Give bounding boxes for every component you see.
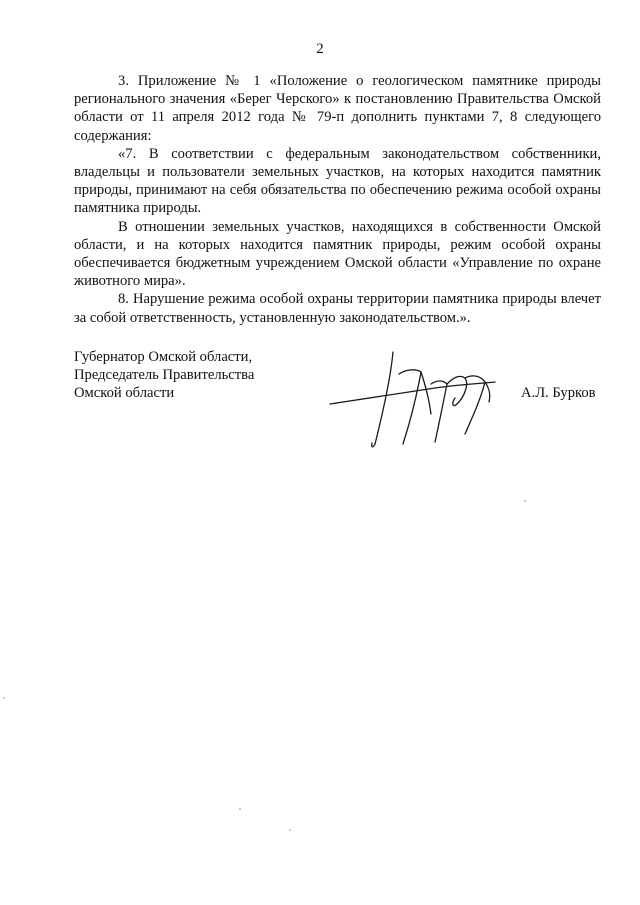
paragraph-amendment: 3. Приложение № 1 «Положение о геологическом памятнике природы регионального значения «Берег Черского» к постановлению Правительства Омской области от 11 апреля 2012 года № 79-п дополнить пунктами 7, 8 следующего содержания:	[74, 73, 601, 144]
signatory-title-line-1: Губернатор Омской области,	[74, 349, 253, 365]
page-number: 2	[316, 41, 324, 57]
signatory-title-line-3: Омской области	[74, 385, 175, 402]
scan-speck	[524, 500, 526, 502]
signatory-title	[74, 348, 254, 403]
paragraph-item-8: 8. Нарушение режима особой охраны территории памятника природы влечет за собой ответственность, установленную законодательством.».	[74, 291, 601, 326]
paragraph-item-7: «7. В соответствии с федеральным законодательством собственники, владельцы и пользователи земельных участков, на которых находится памятник природы, принимают на себя обязательства по обеспечению режима особой охраны памятника природы.	[74, 145, 601, 217]
signatory-title-line-2: Председатель Правительства	[74, 367, 255, 384]
signatory-name: А.Л. Бурков	[521, 385, 596, 401]
handwritten-signature	[325, 344, 515, 454]
paragraph-land-ownership: В отношении земельных участков, находящихся в собственности Омской области, и на которых находится памятник природы, режим особой охраны обеспечивается бюджетным учреждением Омской области «Управление по охране животного мира».	[74, 218, 601, 290]
document-body	[74, 72, 601, 327]
scan-speck	[289, 829, 291, 831]
scan-speck	[239, 808, 241, 810]
scan-speck	[3, 697, 5, 699]
